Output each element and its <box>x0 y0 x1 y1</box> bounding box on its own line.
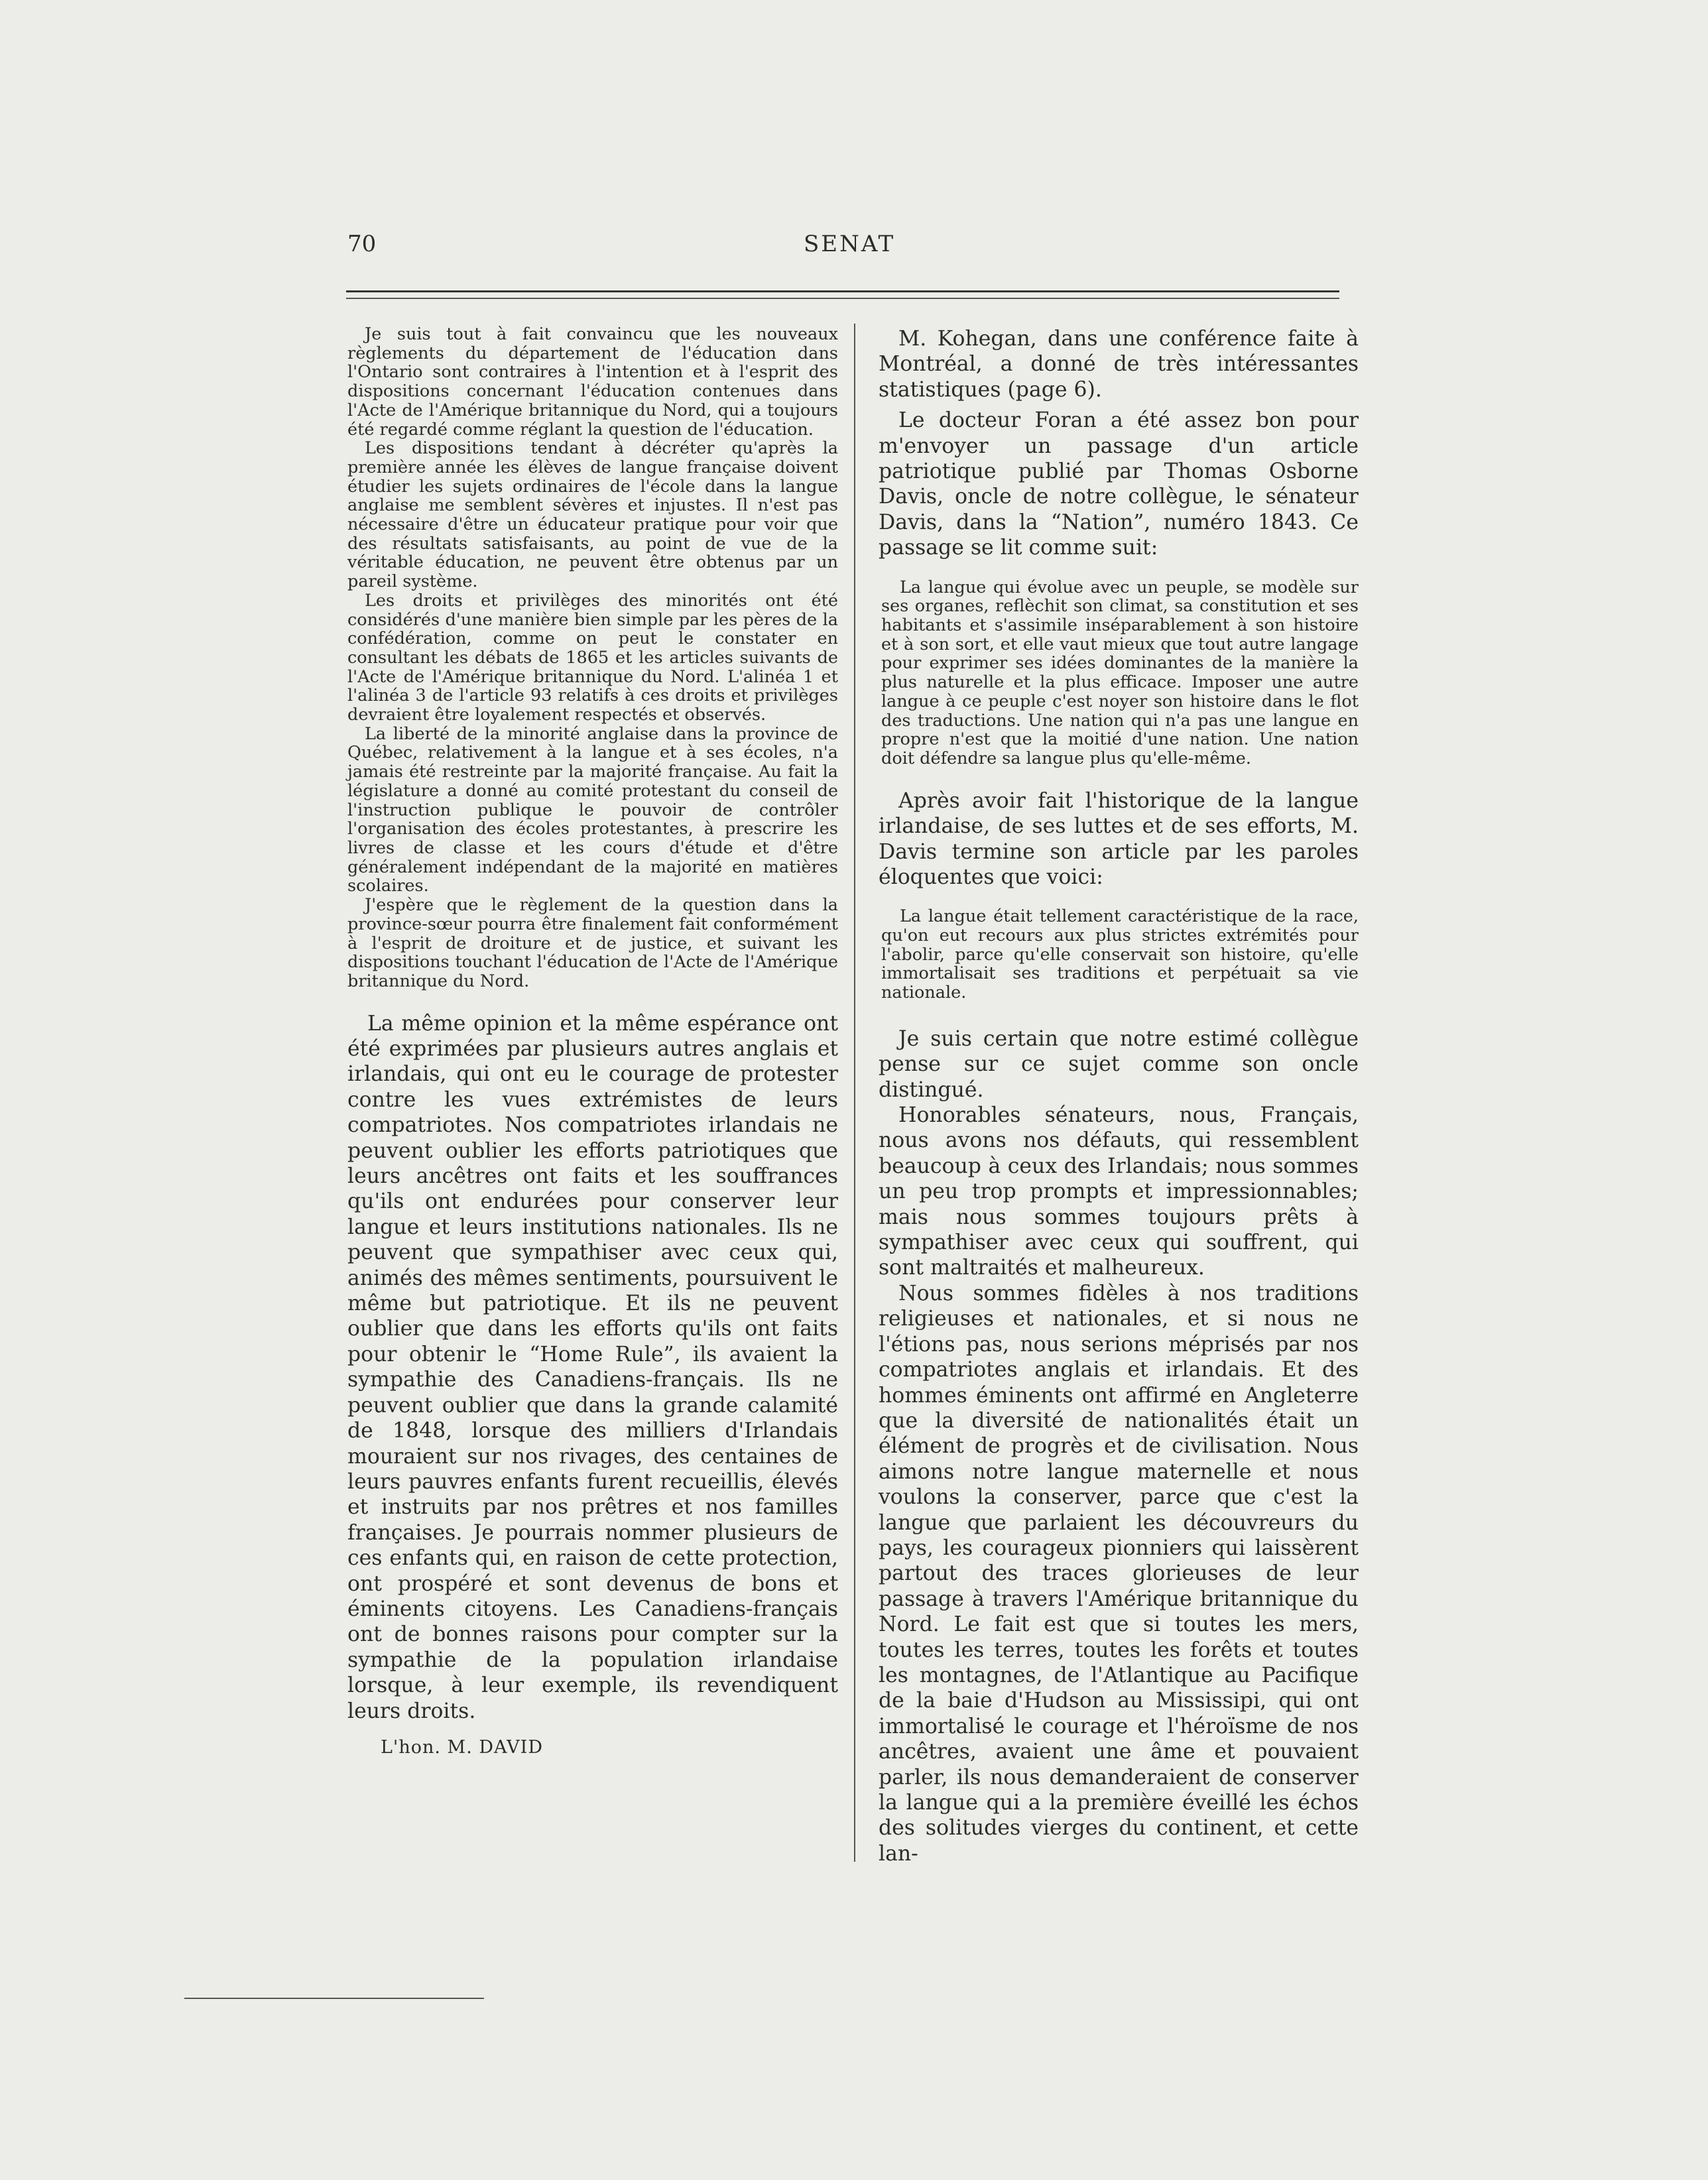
right-intro-paragraph-2: Le docteur Foran a été assez bon pour m'envoyer un passage d'un article patriotique publié par Thomas Osborne Davis, oncle de notre collègue, le sénateur Davis, dans la “Nation”, numéro 1843. Ce passage se lit comme suit: <box>879 408 1359 560</box>
quote-block-1 <box>879 578 1359 768</box>
left-small-paragraph-1: Je suis tout à fait convaincu que les nouveaux règlements du département de l'éducation dans l'Ontario sont contraires à l'intention et à l'esprit des dispositions concernant l'éducation contenues dans l'Acte de l'Amérique britannique du Nord, qui a toujours été regardé comme réglant la question de l'éducation. <box>347 324 838 440</box>
bottom-rule <box>184 1998 484 1999</box>
left-small-paragraph-3: Les droits et privilèges des minorités ont été considérés d'une manière bien simple par les pères de la confédération, comme on peut le constater en consultant les débats de 1865 et les articles suivants de l'Acte de l'Amérique britannique du Nord. L'alinéa 1 et l'alinéa 3 de l'article 93 relatifs à ces droits et privilèges devraient être loyalement respectés et observés. <box>347 590 838 725</box>
page-number: 70 <box>347 231 377 257</box>
left-small-paragraph-5: J'espère que le règlement de la question dans la province-sœur pourra être finalement fait conformément à l'esprit de droiture et de justice, et suivant les dispositions touchant l'éducation de l'Acte de l'Amérique britannique du Nord. <box>347 895 838 991</box>
page-title: SENAT <box>804 231 896 257</box>
quote-2: La langue était tellement caractéristique de la race, qu'on eut recours aux plus strictes extrémités pour l'abolir, parce qu'elle conservait son histoire, qu'elle immortalisait ses traditions et perpétuait sa vie nationale. <box>881 906 1359 1003</box>
right-column <box>879 325 1359 1866</box>
column-divider <box>854 324 855 1862</box>
header-rule-top <box>346 290 1339 292</box>
right-middle-paragraph: Après avoir fait l'historique de la langue irlandaise, de ses luttes et de ses efforts, M. Davis termine son article par les paroles éloquentes que voici: <box>879 788 1359 889</box>
quote-block-2 <box>879 907 1359 1002</box>
left-small-paragraph-2: Les dispositions tendant à décréter qu'après la première année les élèves de langue française doivent étudier les sujets ordinaires de l'école dans la langue anglaise me semblent sévères et injustes. Il n'est pas nécessaire d'être un éducateur pratique pour voir que des résultats satisfaisants, au point de vue de la véritable éducation, ne peuvent être obtenus par un pareil système. <box>347 438 838 592</box>
right-closing-paragraph-2: Honorables sénateurs, nous, Français, nous avons nos défauts, qui ressemblent beaucoup à ceux des Irlandais; nous sommes un peu trop prompts et impressionnables; mais nous sommes toujours prêts à sympathiser avec ceux qui souffrent, qui sont maltraités et malheureux. <box>879 1103 1359 1280</box>
right-intro-paragraph-1: M. Kohegan, dans une conférence faite à Montréal, a donné de très intéressantes statistiques (page 6). <box>879 327 1359 402</box>
left-big-paragraph: La même opinion et la même espérance ont été exprimées par plusieurs autres anglais et irlandais, qui ont eu le courage de protester contre les vues extrémistes de leurs compatriotes. Nos compatriotes irlandais ne peuvent oublier les efforts patriotiques que leurs ancêtres ont faits et les souffrances qu'ils ont endurées pour conserver leur langue et leurs institutions nationales. Ils ne peuvent que sympathiser avec ceux qui, animés des mêmes sentiments, poursuivent le même but patriotique. Et ils ne peuvent oublier que dans les efforts qu'ils ont faits pour obtenir le “Home Rule”, ils avaient la sympathie des Canadiens-français. Ils ne peuvent oublier que dans la grande calamité de 1848, lorsque des milliers d'Irlandais mouraient sur nos rivages, des centaines de leurs pauvres enfants furent recueillis, élevés et instruits par nos prêtres et nos familles françaises. Je pourrais nommer plusieurs de ces enfants qui, en raison de cette protection, ont prospéré et sont devenus de bons et éminents citoyens. Les Canadiens-français ont de bonnes raisons pour compter sur la sympathie de la population irlandaise lorsque, à leur exemple, ils revendiquent leurs droits. <box>347 1011 838 1723</box>
header-rule-bottom <box>346 298 1339 299</box>
left-column <box>347 325 838 1758</box>
speaker-signature: L'hon. M. DAVID <box>381 1736 543 1758</box>
right-closing-paragraph-3: Nous sommes fidèles à nos traditions religieuses et nationales, et si nous ne l'étions pas, nous serions méprisés par nos compatriotes anglais et irlandais. Et des hommes éminents ont affirmé en Angleterre que la diversité de nationalités était un élément de progrès et de civilisation. Nous aimons notre langue maternelle et nous voulons la conserver, parce que c'est la langue que parlaient les découvreurs du pays, les courageux pionniers qui laissèrent partout des traces glorieuses de leur passage à travers l'Amérique britannique du Nord. Le fait est que si toutes les mers, toutes les terres, toutes les forêts et toutes les montagnes, de l'Atlantique au Pacifique de la baie d'Hudson au Mississipi, qui ont immortalisé le courage et l'héroïsme de nos ancêtres, avaient une âme et pouvaient parler, ils nous demanderaient de conserver la langue qui a la première éveillé les échos des solitudes vierges du continent, et cette lan- <box>879 1281 1359 1866</box>
quote-1: La langue qui évolue avec un peuple, se modèle sur ses organes, reflèchit son climat, sa constitution et ses habitants et s'assimile inséparablement à son histoire et à son sort, et elle vaut mieux que tout autre langage pour exprimer ses idées dominantes de la manière la plus naturelle et la plus efficace. Imposer une autre langue à ce peuple c'est noyer son histoire dans le flot des traductions. Une nation qui n'a pas une langue en propre n'est que la moitié d'une nation. Une nation doit défendre sa langue plus qu'elle-même. <box>881 577 1359 768</box>
left-small-paragraph-4: La liberté de la minorité anglaise dans la province de Québec, relativement à la langue et à ses écoles, n'a jamais été restreinte par la majorité française. Au fait la législature a donné au comité protestant du conseil de l'instruction publique le pouvoir de contrôler l'organisation des écoles protestantes, à prescrire les livres de classe et les cours d'étude et d'être généralement indépendant de la majorité en matières scolaires. <box>347 723 838 896</box>
right-closing-paragraph-1: Je suis certain que notre estimé collègue pense sur ce sujet comme son oncle distingué. <box>879 1026 1359 1102</box>
